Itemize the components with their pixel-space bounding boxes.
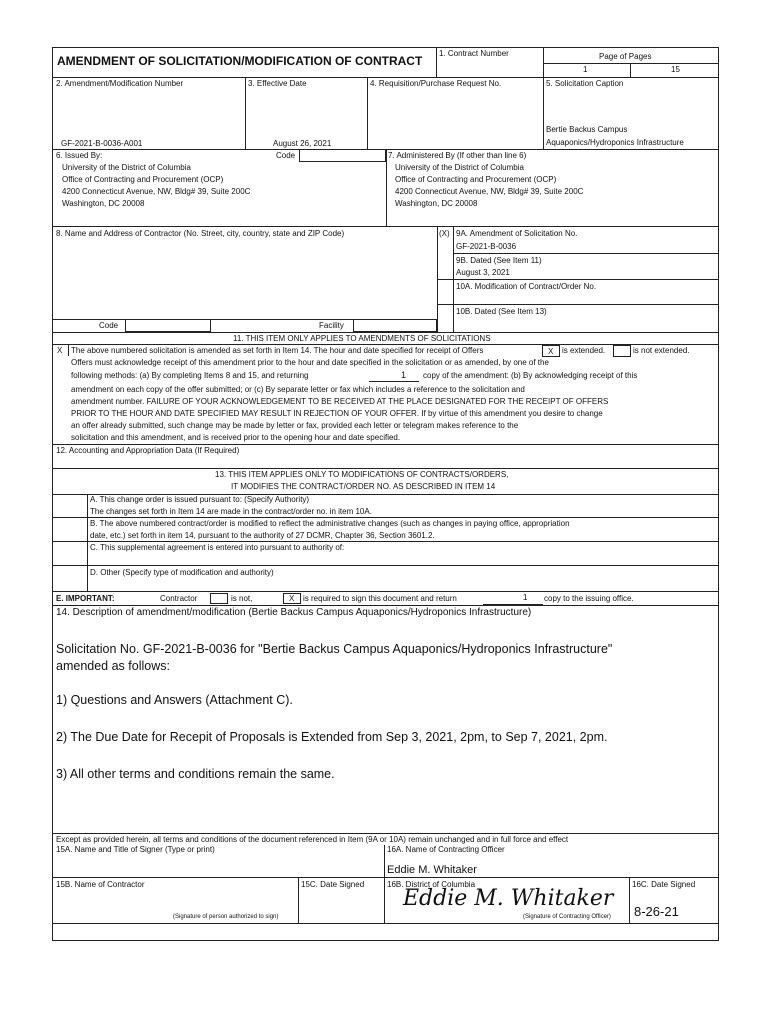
facility-label: Facility xyxy=(319,321,344,330)
extended-label: is extended. xyxy=(562,346,606,355)
issued-by-label: 6. Issued By: xyxy=(56,151,103,160)
issued-line-4: Washington, DC 20008 xyxy=(62,199,145,208)
item14-para-1b: amended as follows: xyxy=(56,659,170,673)
issued-line-3: 4200 Connecticut Avenue, NW, Bldg# 39, Suite 200C xyxy=(62,187,251,196)
issued-code-field[interactable] xyxy=(299,149,386,162)
date-signed-16c-label: 16C. Date Signed xyxy=(632,880,696,889)
item12-label: 12. Accounting and Appropriation Data (If Required) xyxy=(56,446,240,455)
extended-x: X xyxy=(548,347,554,356)
item11-line-2: Offers must acknowledge receipt of this amendment prior to the hour and date specified in the solicitation or as amended, by one of the xyxy=(71,358,549,367)
administered-by-label: 7. Administered By (If other than line 6) xyxy=(388,151,527,160)
item13-b-2: date, etc.) set forth in item 14, pursuant to the authority of 27 DCMR, Chapter 36, Section 3601.2. xyxy=(90,531,435,540)
signature-officer-caption: (Signature of Contracting Officer) xyxy=(523,914,611,920)
date-signed-value: 8-26-21 xyxy=(634,904,679,919)
except-text: Except as provided herein, all terms and conditions of the document referenced in Item (9A or 10A) remain unchanged and in full force and effect xyxy=(56,835,569,844)
contractor-name-label: 15B. Name of Contractor xyxy=(56,880,145,889)
amendment-number-value: GF-2021-B-0036-A001 xyxy=(61,139,143,148)
issued-line-2: Office of Contracting and Procurement (OCP) xyxy=(62,175,224,184)
form-title: AMENDMENT OF SOLICITATION/MODIFICATION OF CONTRACT xyxy=(57,54,423,68)
modification-dated-label: 10B. Dated (See Item 13) xyxy=(456,307,547,316)
is-not-checkbox[interactable] xyxy=(210,593,228,604)
item13-d: D. Other (Specify type of modification and authority) xyxy=(90,568,274,577)
contractor-code-label: Code xyxy=(99,321,119,330)
item11-line-5: amendment number. FAILURE OF YOUR ACKNOWLEDGEMENT TO BE RECEIVED AT THE PLACE DESIGNATED FOR THE RECEIPT OF OFFERS xyxy=(71,397,609,406)
important-is-not: is not, xyxy=(231,594,253,603)
item11-line-1: The above numbered solicitation is amended as set forth in Item 14. The hour and date specified for receipt of Offers xyxy=(71,346,484,355)
caption-line-1: Bertie Backus Campus xyxy=(546,125,628,134)
amendment-x-mark: (X) xyxy=(439,229,450,238)
important-label: E. IMPORTANT: xyxy=(56,594,115,603)
facility-field[interactable] xyxy=(353,319,437,332)
is-required-checkbox[interactable] xyxy=(283,593,301,604)
item13-c: C. This supplemental agreement is entered into pursuant to authority of: xyxy=(90,543,345,552)
solicitation-caption-label: 5. Solicitation Caption xyxy=(546,79,624,88)
contracting-officer-label: 16A. Name of Contracting Officer xyxy=(387,845,505,854)
effective-date-label: 3. Effective Date xyxy=(248,79,307,88)
item13-b-1: B. The above numbered contract/order is modified to reflect the administrative changes (such as changes in paying office, appropriation xyxy=(90,519,570,528)
amendment-solicitation-label: 9A. Amendment of Solicitation No. xyxy=(456,229,578,238)
issued-code-label: Code xyxy=(276,151,296,160)
administered-line-3: 4200 Connecticut Avenue, NW, Bldg# 39, Suite 200C xyxy=(395,187,584,196)
page-number: 1 xyxy=(583,65,588,74)
administered-line-2: Office of Contracting and Procurement (OCP) xyxy=(395,175,557,184)
not-extended-label: is not extended. xyxy=(633,346,690,355)
item13-heading-2: IT MODIFIES THE CONTRACT/ORDER NO. AS DESCRIBED IN ITEM 14 xyxy=(231,482,496,491)
item11-line-4: amendment on each copy of the offer submitted; or (c) By separate letter or fax which includes a reference to the solicitation and xyxy=(71,385,525,394)
item11-line-3a: following methods: (a) By completing Items 8 and 15, and returning xyxy=(71,371,309,380)
item13-a-2: The changes set forth in Item 14 are made in the contract/order no. in item 10A. xyxy=(90,507,372,516)
administered-line-1: University of the District of Columbia xyxy=(395,163,524,172)
item14-label: 14. Description of amendment/modification (Bertie Backus Campus Aquaponics/Hydroponics Infrastructure) xyxy=(56,607,532,618)
modification-contract-label: 10A. Modification of Contract/Order No. xyxy=(456,282,597,291)
contracting-officer-name: Eddie M. Whitaker xyxy=(387,864,477,876)
item13-heading-1: 13. THIS ITEM APPLIES ONLY TO MODIFICATIONS OF CONTRACTS/ORDERS, xyxy=(215,470,509,479)
administered-line-4: Washington, DC 20008 xyxy=(395,199,478,208)
page-of-pages-label: Page of Pages xyxy=(599,52,652,61)
item11-heading: 11. THIS ITEM ONLY APPLIES TO AMENDMENTS OF SOLICITATIONS xyxy=(233,334,491,343)
important-copies: 1 xyxy=(523,593,528,602)
dated-label: 9B. Dated (See Item 11) xyxy=(456,256,542,265)
district-label: 16B. District of Columbia xyxy=(387,880,476,889)
not-extended-checkbox[interactable] xyxy=(613,345,631,357)
item14-item-2: 2) The Due Date for Recepit of Proposals is Extended from Sep 3, 2021, 2pm, to Sep 7, 2021, 2pm. xyxy=(56,730,608,744)
amendment-form xyxy=(52,47,719,941)
dated-value: August 3, 2021 xyxy=(456,268,510,277)
extended-checkbox[interactable] xyxy=(542,345,560,357)
item14-para-1a: Solicitation No. GF-2021-B-0036 for "Bertie Backus Campus Aquaponics/Hydroponics Infrastructure" xyxy=(56,642,613,656)
item13-a-1: A. This change order is issued pursuant to: (Specify Authority) xyxy=(90,495,310,504)
amendment-solicitation-value: GF-2021-B-0036 xyxy=(456,242,517,251)
total-pages: 15 xyxy=(671,65,680,74)
contractor-code-field[interactable] xyxy=(125,319,211,332)
important-tail: copy to the issuing office. xyxy=(544,594,634,603)
date-signed-15c-label: 15C. Date Signed xyxy=(301,880,365,889)
contract-number-label: 1. Contract Number xyxy=(439,49,509,58)
item11-line-6: PRIOR TO THE HOUR AND DATE SPECIFIED MAY RESULT IN REJECTION OF YOUR OFFER. If by virtue of this amendment you desire to change xyxy=(71,409,603,418)
requisition-label: 4. Requisition/Purchase Request No. xyxy=(370,79,502,88)
amendment-number-label: 2. Amendment/Modification Number xyxy=(56,79,184,88)
is-required-x: X xyxy=(289,594,295,603)
item14-item-1: 1) Questions and Answers (Attachment C). xyxy=(56,693,293,707)
item14-item-3: 3) All other terms and conditions remain the same. xyxy=(56,767,335,781)
item11-line-8: solicitation and this amendment, and is received prior to the opening hour and date specified. xyxy=(71,433,401,442)
effective-date-value: August 26, 2021 xyxy=(273,139,332,148)
important-contractor: Contractor xyxy=(160,594,198,603)
copies-value: 1 xyxy=(401,370,407,380)
item11-x: X xyxy=(57,346,63,355)
contractor-address-label: 8. Name and Address of Contractor (No. Street, city, country, state and ZIP Code) xyxy=(56,229,345,238)
contracting-officer-signature: Eddie M. Whitaker xyxy=(403,886,614,911)
issued-line-1: University of the District of Columbia xyxy=(62,163,191,172)
signer-label: 15A. Name and Title of Signer (Type or print) xyxy=(56,845,215,854)
signature-person-caption: (Signature of person authorized to sign) xyxy=(173,914,279,920)
item11-line-3b: copy of the amendment: (b) By acknowledging receipt of this xyxy=(423,371,638,380)
item11-line-7: an offer already submitted, such change may be made by letter or fax, provided each letter or telegram makes reference to the xyxy=(71,421,519,430)
caption-line-2: Aquaponics/Hydroponics Infrastructure xyxy=(546,138,684,147)
important-required: is required to sign this document and return xyxy=(303,594,457,603)
